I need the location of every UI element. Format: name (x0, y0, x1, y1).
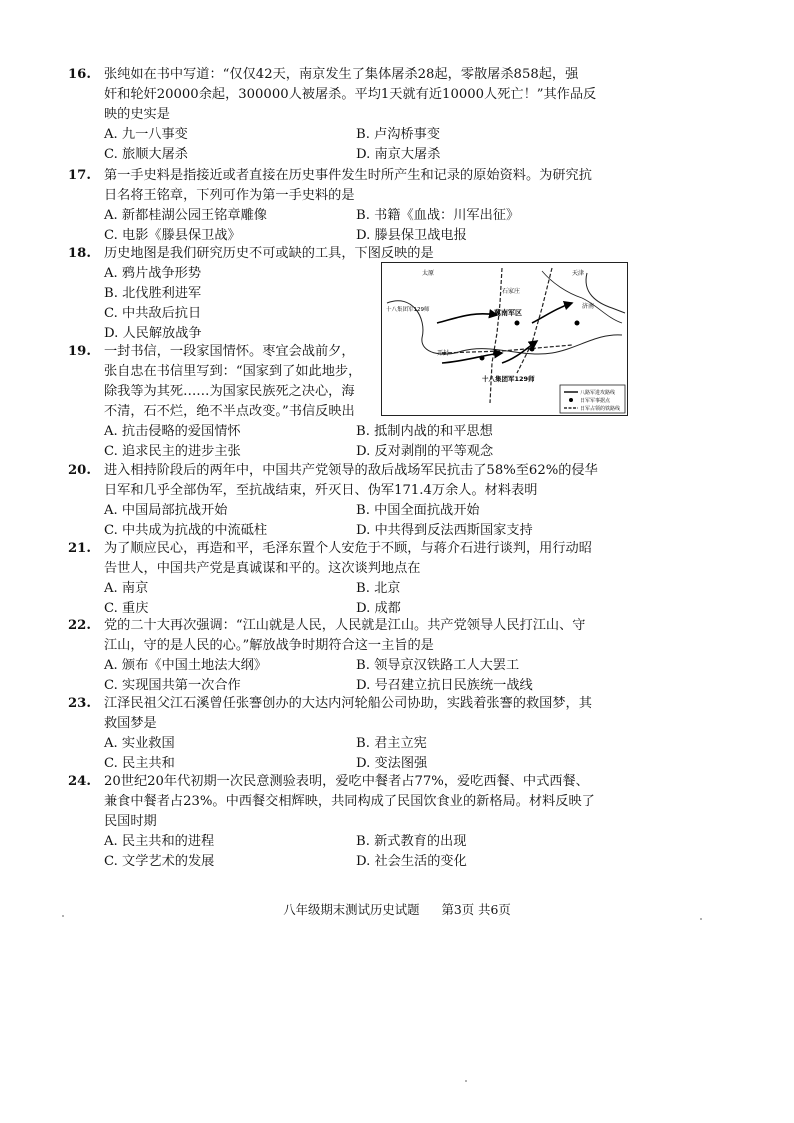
option-b[interactable]: B. 卢沟桥事变 (356, 127, 441, 142)
page-number: 第3页 共6页 (441, 902, 511, 917)
option-d[interactable]: D. 变法图强 (356, 756, 428, 771)
scan-speck (700, 918, 702, 920)
option-c[interactable]: C. 中共成为抗战的中流砥柱 (104, 523, 268, 538)
question-number: 17. (68, 168, 91, 183)
option-d[interactable]: D. 南京大屠杀 (356, 147, 441, 162)
question-text-line: 救国梦是 (104, 716, 157, 731)
question-number: 24. (68, 774, 91, 789)
option-a[interactable]: A. 九一八事变 (104, 127, 188, 142)
question-number: 23. (68, 696, 91, 711)
question-text-line: 兼食中餐者占23%。中西餐交相辉映，共同构成了民国饮食业的新格局。材料反映了 (104, 794, 595, 809)
question-text-line: 江泽民祖父江石溪曾任张謇创办的大达内河轮船公司协助，实践着张謇的救国梦，其 (104, 696, 592, 711)
options (78, 125, 630, 165)
option-c[interactable]: C. 旅顺大屠杀 (104, 147, 188, 162)
option-d[interactable]: D. 号召建立抗日民族统一战线 (356, 678, 533, 693)
option-a[interactable]: A. 南京 (104, 581, 149, 596)
option-c[interactable]: C. 实现国共第一次合作 (104, 678, 241, 693)
option-d[interactable]: D. 反对剥削的平等观念 (356, 444, 494, 459)
question-text-line: 进入相持阶段后的两年中，中国共产党领导的敌后战场军民抗击了58%至62%的侵华 (104, 463, 598, 478)
question-21 (68, 539, 630, 619)
option-b[interactable]: B. 北京 (356, 581, 401, 596)
question-number: 20. (68, 463, 91, 478)
question-number: 16. (68, 67, 91, 82)
option-c[interactable]: C. 电影《滕县保卫战》 (104, 228, 241, 243)
question-text-line: 为了顺应民心，再造和平，毛泽东置个人安危于不顾，与蒋介石进行谈判，用行动昭 (104, 541, 592, 556)
question-text-line: 告世人，中国共产党是真诚谋和平的。这次谈判地点在 (104, 561, 421, 576)
question-number: 19. (68, 344, 91, 359)
options (78, 579, 630, 619)
option-b[interactable]: B. 君主立宪 (356, 736, 427, 751)
option-c[interactable]: C. 重庆 (104, 601, 149, 616)
question-19 (68, 342, 630, 462)
option-b[interactable]: B. 新式教育的出现 (356, 834, 467, 849)
map-label: 太原 (422, 270, 435, 277)
question-text-line: 党的二十大再次强调：“江山就是人民，人民就是江山。共产党领导人民打江山、守 (104, 618, 586, 633)
option-a[interactable]: A. 实业救国 (104, 736, 175, 751)
map-label: 济南 (582, 303, 595, 310)
options (78, 501, 630, 541)
option-b[interactable]: B. 抵制内战的和平思想 (356, 424, 493, 439)
option-c[interactable]: C. 中共敌后抗日 (104, 306, 202, 321)
options (78, 206, 630, 246)
question-text-line: 20世纪20年代初期一次民意测验表明，爱吃中餐者占77%，爱吃西餐、中式西餐、 (104, 774, 589, 789)
question-text-line: 江山，守的是人民的心。”解放战争时期符合这一主旨的是 (104, 638, 434, 653)
legend-label: 日军军事据点 (580, 398, 611, 404)
map-label: 冀南军区 (494, 309, 522, 317)
question-24 (68, 772, 630, 872)
option-a[interactable]: A. 民主共和的进程 (104, 834, 215, 849)
option-a[interactable]: A. 新都桂湖公园王铭章雕像 (104, 208, 267, 223)
option-a[interactable]: A. 鸦片战争形势 (104, 266, 202, 281)
map-label: 十八集团军129师 (482, 375, 535, 383)
option-d[interactable]: D. 滕县保卫战电报 (356, 228, 467, 243)
map-label: 石家庄 (502, 288, 521, 295)
question-text-line: 历史地图是我们研究历史不可或缺的工具，下图反映的是 (104, 246, 434, 261)
option-d[interactable]: D. 成都 (356, 601, 401, 616)
option-d[interactable]: D. 人民解放战争 (104, 326, 202, 341)
question-number: 22. (68, 618, 91, 633)
option-c[interactable]: C. 追求民主的进步主张 (104, 444, 241, 459)
question-17 (68, 166, 630, 246)
option-c[interactable]: C. 文学艺术的发展 (104, 854, 215, 869)
option-b[interactable]: B. 北伐胜利进军 (104, 286, 202, 301)
question-23 (68, 694, 630, 774)
options (78, 422, 630, 462)
question-text-line: 张自忠在书信里写到：“国家到了如此地步， (104, 364, 362, 379)
question-text-line: 奸和轮奸20000余起，300000人被屠杀。平均1天就有近10000人死亡！”其作品反 (104, 87, 597, 102)
legend-label: 八路军进攻路线 (580, 390, 616, 396)
question-text-line: 张纯如在书中写道：“仅仅42天，南京发生了集体屠杀28起，零散屠杀858起，强 (104, 67, 579, 82)
option-d[interactable]: D. 社会生活的变化 (356, 854, 467, 869)
question-text-line: 一封书信，一段家国情怀。枣宜会战前夕， (104, 344, 355, 359)
question-number: 18. (68, 246, 91, 261)
exam-title: 八年级期末测试历史试题 (283, 902, 420, 917)
options (78, 832, 630, 872)
option-a[interactable]: A. 颁布《中国土地法大纲》 (104, 658, 267, 673)
option-b[interactable]: B. 领导京汉铁路工人大罢工 (356, 658, 520, 673)
question-text-line: 日军和几乎全部伪军，至抗战结束，歼灭日、伪军171.4万余人。材料表明 (104, 483, 538, 498)
question-16 (68, 65, 630, 165)
options (78, 734, 630, 774)
question-text-line: 映的史实是 (104, 107, 170, 122)
option-c[interactable]: C. 民主共和 (104, 756, 175, 771)
question-22 (68, 616, 630, 696)
question-20 (68, 461, 630, 541)
question-text-line: 除我等为其死……为国家民族死之决心，海 (104, 384, 355, 399)
options (78, 656, 630, 696)
map-label: 天津 (572, 270, 585, 277)
page-footer (0, 900, 794, 918)
map-label: 开封 (437, 350, 450, 357)
option-d[interactable]: D. 中共得到反法西斯国家支持 (356, 523, 533, 538)
question-text-line: 日名将王铭章，下列可作为第一手史料的是 (104, 188, 355, 203)
question-text-line: 第一手史料是指接近或者直接在历史事件发生时所产生和记录的原始资料。为研究抗 (104, 168, 592, 183)
option-b[interactable]: B. 书籍《血战：川军出征》 (356, 208, 520, 223)
option-a[interactable]: A. 抗击侵略的爱国情怀 (104, 424, 241, 439)
question-text-line: 民国时期 (104, 814, 157, 829)
question-text-line: 不清，石不烂，绝不半点改变。”书信反映出 (104, 404, 355, 419)
option-b[interactable]: B. 中国全面抗战开始 (356, 503, 480, 518)
scan-speck (62, 915, 64, 917)
question-number: 21. (68, 541, 91, 556)
map-label: 十八集团军129师 (386, 307, 430, 313)
option-a[interactable]: A. 中国局部抗战开始 (104, 503, 228, 518)
legend-label: 日军占领的铁路线 (580, 406, 621, 412)
scan-speck (465, 1080, 467, 1082)
